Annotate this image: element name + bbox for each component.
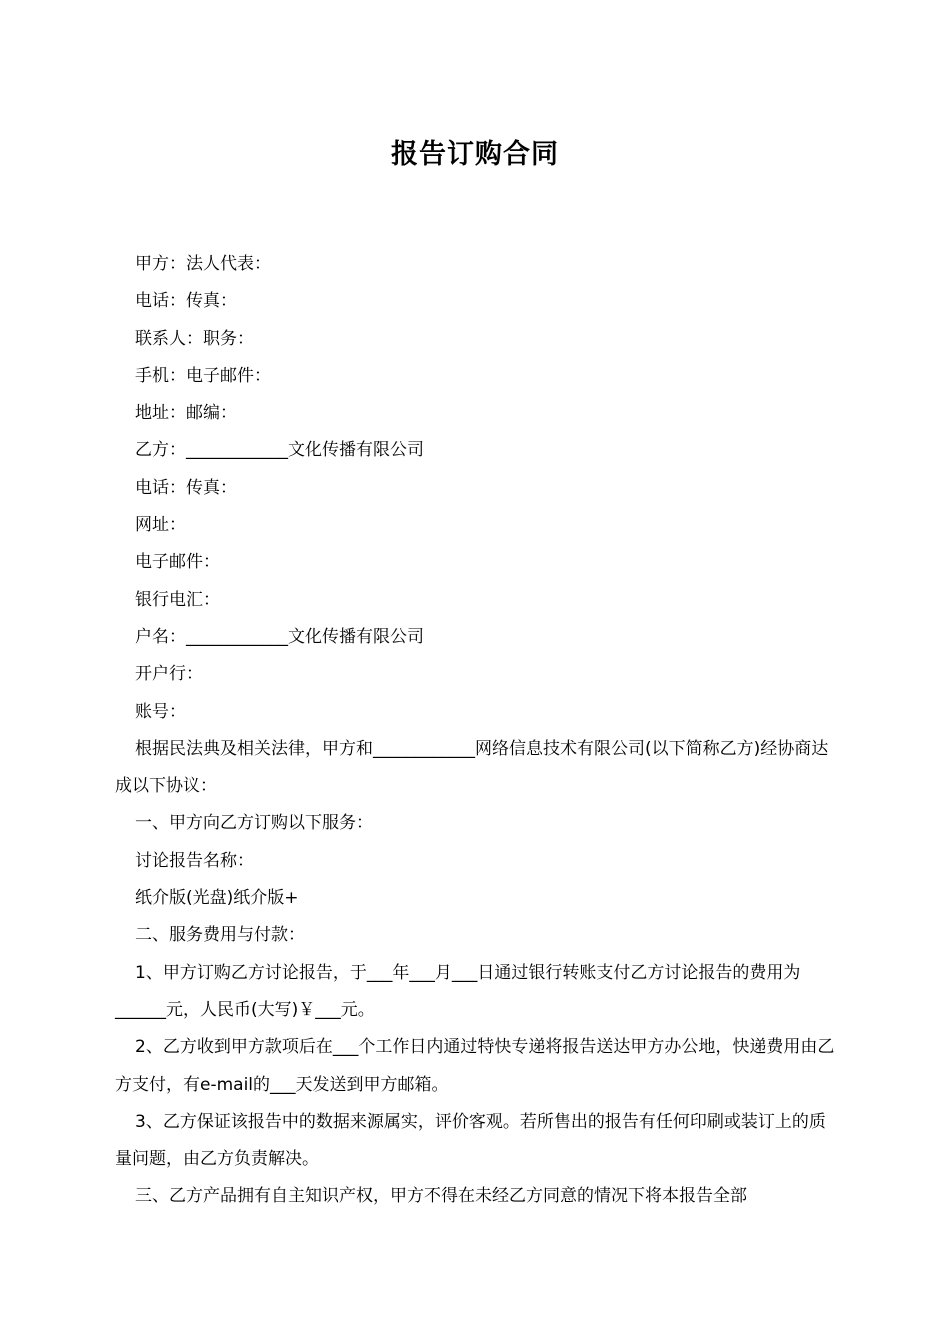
edition-line: 纸介版(光盘)纸介版+ (135, 888, 299, 909)
party-b-line: 乙方：____________文化传播有限公司 (135, 440, 424, 461)
party-b-website-line: 网址： (135, 515, 186, 536)
bank-branch-line: 开户行： (135, 664, 203, 685)
section-two-heading: 二、服务费用与付款： (135, 925, 305, 946)
party-b-phone-line: 电话：传真： (135, 477, 237, 498)
section-three-paragraph: 三、乙方产品拥有自主知识产权，甲方不得在未经乙方同意的情况下将本报告全部 (135, 1186, 747, 1207)
party-a-contact-line: 联系人：职务： (135, 328, 254, 349)
bank-transfer-line: 银行电汇： (135, 589, 220, 610)
party-a-mobile-line: 手机：电子邮件： (135, 365, 271, 386)
account-number-line: 账号： (135, 701, 186, 722)
document-title: 报告订购合同 (391, 139, 559, 170)
quality-clause-3: 3、乙方保证该报告中的数据来源属实，评价客观。若所售出的报告有任何印刷或装订上的质量问题，由乙方负责解决。 (115, 1111, 826, 1170)
document-body (115, 246, 835, 1216)
agreement-intro-paragraph: 根据民法典及相关法律，甲方和____________网络信息技术有限公司(以下简称乙方)经协商达成以下协议： (115, 738, 829, 797)
section-one-heading: 一、甲方向乙方订购以下服务： (135, 813, 373, 834)
payment-clause-1: 1、甲方订购乙方讨论报告，于___年___月___日通过银行转账支付乙方讨论报告的费用为______元，人民币(大写)￥___元。 (115, 962, 801, 1020)
party-a-address-line: 地址：邮编： (135, 403, 237, 424)
party-b-email-line: 电子邮件： (135, 552, 220, 573)
account-name-line: 户名：____________文化传播有限公司 (135, 626, 424, 647)
delivery-clause-2: 2、乙方收到甲方款项后在___个工作日内通过特快专递将报告送达甲方办公地，快递费用由乙方支付，有e-mail的___天发送到甲方邮箱。 (115, 1037, 835, 1095)
party-a-phone-line: 电话：传真： (135, 291, 237, 312)
report-name-line: 讨论报告名称： (135, 850, 254, 871)
party-a-line: 甲方：法人代表： (135, 254, 271, 274)
